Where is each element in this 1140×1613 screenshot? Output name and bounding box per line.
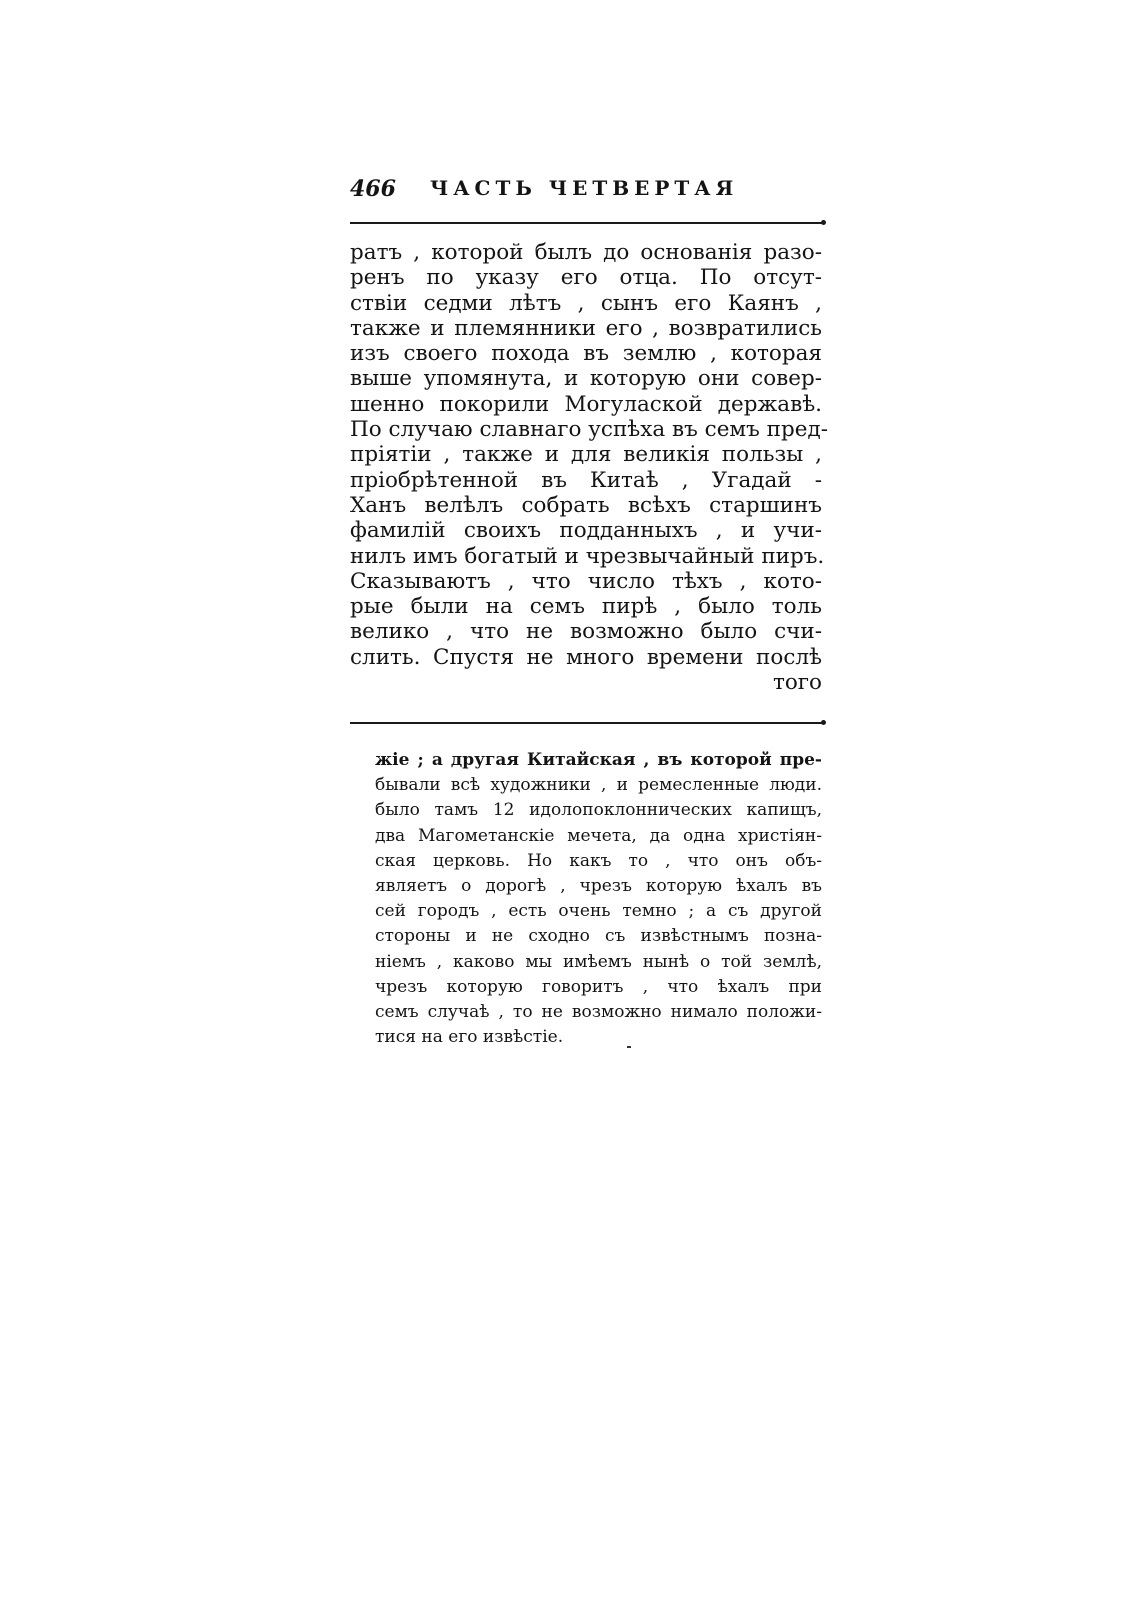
footnote-line: бывали всѣ художники , и ремесленные люди. <box>375 775 822 796</box>
footnote-rule <box>350 722 822 724</box>
text-line: пріятіи , также и для великія пользы , <box>350 442 822 468</box>
running-title: ЧАСТЬ ЧЕТВЕРТАЯ <box>430 176 739 200</box>
page-header <box>350 176 820 206</box>
text-line: велико , что не возможно было счи- <box>350 619 822 645</box>
footnote-line: было тамъ 12 идолопоклоннических капищъ, <box>375 800 822 821</box>
text-line: Сказываютъ , что число тѣхъ , кото- <box>350 568 822 594</box>
main-text-block <box>350 240 828 696</box>
text-line: шенно покорили Могулаской державѣ. <box>350 391 822 417</box>
catchword: того <box>772 670 822 696</box>
footnote-line: ская церковь. Но какъ то , что онъ объ- <box>375 850 822 871</box>
text-line: ратъ , которой былъ до основанія разо- <box>350 240 822 265</box>
text-line: фамилій своихъ подданныхъ , и учи- <box>350 518 822 544</box>
text-line: также и племянники его , возвратились <box>350 315 822 341</box>
text-line: ренъ по указу его отца. По отсут- <box>350 265 822 291</box>
text-line: Ханъ велѣлъ собрать всѣхъ старшинъ <box>350 492 822 518</box>
text-line: ствіи седми лѣтъ , сынъ его Каянъ , <box>350 290 822 316</box>
text-line: рые были на семъ пирѣ , было толь <box>350 594 822 620</box>
footnote-line: чрезъ которую говоритъ , что ѣхалъ при <box>375 976 822 997</box>
footnote-line: стороны и не сходно съ извѣстнымъ позна- <box>375 926 822 947</box>
footnote-block <box>375 748 822 1050</box>
footnote-line: семъ случаѣ , то не возможно нимало положи- <box>375 1001 822 1022</box>
text-line: нилъ имъ богатый и чрезвычайный пиръ. <box>350 543 825 569</box>
print-speck <box>627 1046 631 1048</box>
page-number: 466 <box>350 176 396 202</box>
footnote-line: жіе ; а другая Китайская , въ которой пре- <box>375 750 822 770</box>
text-line: выше упомянута, и которую они совер- <box>350 366 822 392</box>
footnote-line: сей городъ , есть очень темно ; а съ другой <box>375 901 822 922</box>
header-rule <box>350 222 822 224</box>
text-line: изъ своего похода въ землю , которая <box>350 341 822 367</box>
footnote-line: тися на его извѣстіе. <box>375 1027 564 1048</box>
text-line: пріобрѣтенной въ Китаѣ , Угадай - <box>350 467 822 493</box>
footnote-line: являетъ о дорогѣ , чрезъ которую ѣхалъ въ <box>375 875 822 896</box>
footnote-line: два Магометанскіе мечета, да одна христіян- <box>375 825 822 846</box>
text-line: слить. Спустя не много времени послѣ <box>350 644 822 670</box>
text-line: По случаю славнаго успѣха въ семъ пред- <box>350 417 828 443</box>
footnote-line: ніемъ , каково мы имѣемъ нынѣ о той землѣ, <box>375 951 822 972</box>
